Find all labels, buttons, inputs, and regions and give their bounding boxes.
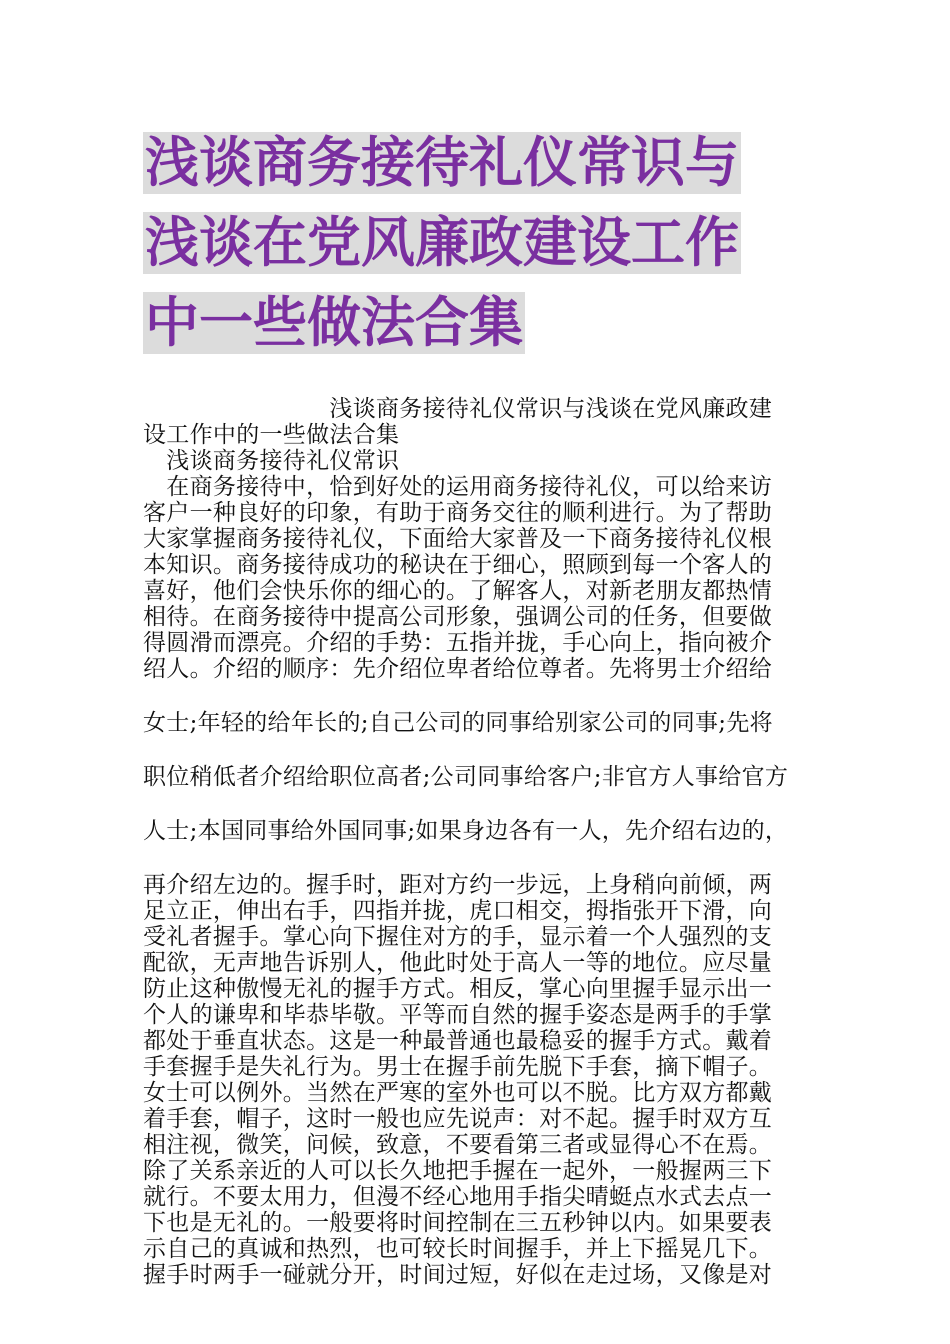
body-line: 大家掌握商务接待礼仪，下面给大家普及一下商务接待礼仪根 [143,526,773,552]
body-line: 防止这种傲慢无礼的握手方式。相反，掌心向里握手显示出一 [143,976,773,1002]
body-line: 客户一种良好的印象，有助于商务交往的顺利进行。为了帮助 [143,500,773,526]
body-line: 女士;年轻的给年长的;自己公司的同事给别家公司的同事;先将 [143,710,773,736]
body-line: 着手套，帽子，这时一般也应先说声：对不起。握手时双方互 [143,1106,773,1132]
body-line: 相待。在商务接待中提高公司形象，强调公司的任务，但要做 [143,604,773,630]
body-line: 示自己的真诚和热烈，也可较长时间握手，并上下摇晃几下。 [143,1236,773,1262]
body-line: 设工作中的一些做法合集 [143,422,400,448]
title-line-2-text: 浅谈在党风廉政建设工作 [145,211,739,274]
body-line: 握手时两手一碰就分开，时间过短，好似在走过场，又像是对 [143,1262,773,1288]
body-line: 配欲，无声地告诉别人，他此时处于高人一等的地位。应尽量 [143,950,773,976]
body-line: 人士;本国同事给外国同事;如果身边各有一人，先介绍右边的， [143,818,789,844]
body-line: 相注视，微笑，问候，致意，不要看第三者或显得心不在焉。 [143,1132,773,1158]
body-line: 浅谈商务接待礼仪常识与浅谈在党风廉政建 [143,396,773,422]
body-line: 本知识。商务接待成功的秘诀在于细心，照顾到每一个客人的 [143,552,773,578]
body-line: 在商务接待中，恰到好处的运用商务接待礼仪，可以给来访 [143,474,773,500]
body-line: 足立正，伸出右手，四指并拢，虎口相交，拇指张开下滑，向 [143,898,773,924]
title-line-3-text: 中一些做法合集 [145,291,523,354]
title-line-2 [143,212,808,274]
title-line-3 [143,292,808,354]
body-line: 得圆滑而漂亮。介绍的手势：五指并拢，手心向上，指向被介 [143,630,773,656]
body-line: 再介绍左边的。握手时，距对方约一步远，上身稍向前倾，两 [143,872,773,898]
body-line: 除了关系亲近的人可以长久地把手握在一起外，一般握两三下 [143,1158,773,1184]
body-line: 职位稍低者介绍给职位高者;公司同事给客户;非官方人事给官方 [143,764,789,790]
body-line: 手套握手是失礼行为。男士在握手前先脱下手套，摘下帽子。 [143,1054,773,1080]
body-line: 下也是无礼的。一般要将时间控制在三五秒钟以内。如果要表 [143,1210,773,1236]
body-line: 就行。不要太用力，但漫不经心地用手指尖晴蜓点水式去点一 [143,1184,773,1210]
body-line: 个人的谦卑和毕恭毕敬。平等而自然的握手姿态是两手的手掌 [143,1002,773,1028]
body-line: 女士可以例外。当然在严寒的室外也可以不脱。比方双方都戴 [143,1080,773,1106]
document-title [143,132,808,372]
document-body [143,396,808,1288]
title-line-1 [143,132,808,194]
body-line: 绍人。介绍的顺序：先介绍位卑者给位尊者。先将男士介绍给 [143,656,773,682]
body-line: 受礼者握手。掌心向下握住对方的手，显示着一个人强烈的支 [143,924,773,950]
body-line: 都处于垂直状态。这是一种最普通也最稳妥的握手方式。戴着 [143,1028,773,1054]
body-line: 浅谈商务接待礼仪常识 [143,448,400,474]
title-line-1-text: 浅谈商务接待礼仪常识与 [145,131,739,194]
body-line: 喜好，他们会快乐你的细心的。了解客人，对新老朋友都热情 [143,578,773,604]
